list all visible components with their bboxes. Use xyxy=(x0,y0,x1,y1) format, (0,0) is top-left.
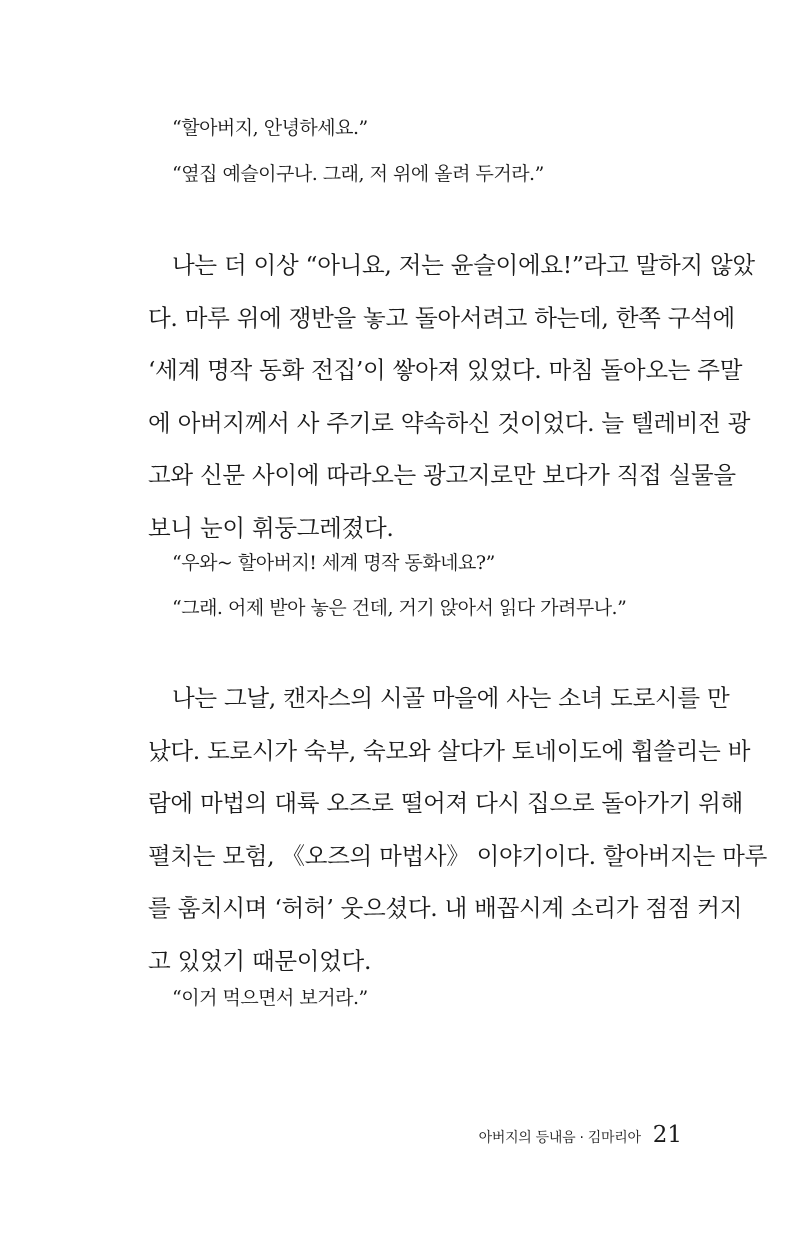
dialogue-line: “옆집 예슬이구나. 그래, 저 위에 올려 두거라.” xyxy=(172,163,544,185)
page-footer xyxy=(479,1122,682,1148)
paragraph-2 xyxy=(148,672,767,987)
dialogue-line: “우와~ 할아버지! 세계 명작 동화네요?” xyxy=(172,552,495,574)
paragraph-line: 보니 눈이 휘둥그레졌다. xyxy=(148,513,394,542)
dialogue-line: “할아버지, 안녕하세요.” xyxy=(172,117,368,139)
paragraph-line: 펼치는 모험, 《오즈의 마법사》 이야기이다. 할아버지는 마루 xyxy=(148,841,767,870)
running-head: 아버지의 등내음 · 김마리아 xyxy=(478,1130,641,1146)
paragraph-line: 에 아버지께서 사 주기로 약속하신 것이었다. 늘 텔레비전 광 xyxy=(148,408,751,437)
paragraph-line: 고와 신문 사이에 따라오는 광고지로만 보다가 직접 실물을 xyxy=(148,461,736,489)
paragraph-line: 났다. 도로시가 숙부, 숙모와 살다가 토네이도에 휩쓸리는 바 xyxy=(148,736,751,765)
paragraph-line: 다. 마루 위에 쟁반을 놓고 돌아서려고 하는데, 한쪽 구석에 xyxy=(148,303,735,332)
paragraph-line: 를 훔치시며 ‘허허’ 웃으셨다. 내 배꼽시계 소리가 점점 커지 xyxy=(148,894,743,922)
paragraph-line: 고 있었기 때문이었다. xyxy=(148,946,372,975)
paragraph-line: 람에 마법의 대륙 오즈로 떨어져 다시 집으로 돌아가기 위해 xyxy=(148,789,743,817)
paragraph-line: 나는 더 이상 “아니요, 저는 윤슬이에요!”라고 말하지 않았 xyxy=(172,251,755,279)
dialogue-line: “그래. 어제 받아 놓은 건데, 거기 앉아서 읽다 가려무나.” xyxy=(172,597,627,619)
page-number: 21 xyxy=(652,1122,682,1148)
paragraph-line: ‘세계 명작 동화 전집’이 쌓아져 있었다. 마침 돌아오는 주말 xyxy=(148,356,743,384)
dialogue-line: “이거 먹으면서 보거라.” xyxy=(172,987,368,1009)
paragraph-line: 나는 그날, 캔자스의 시골 마을에 사는 소녀 도로시를 만 xyxy=(172,684,730,712)
paragraph-1 xyxy=(148,239,755,554)
